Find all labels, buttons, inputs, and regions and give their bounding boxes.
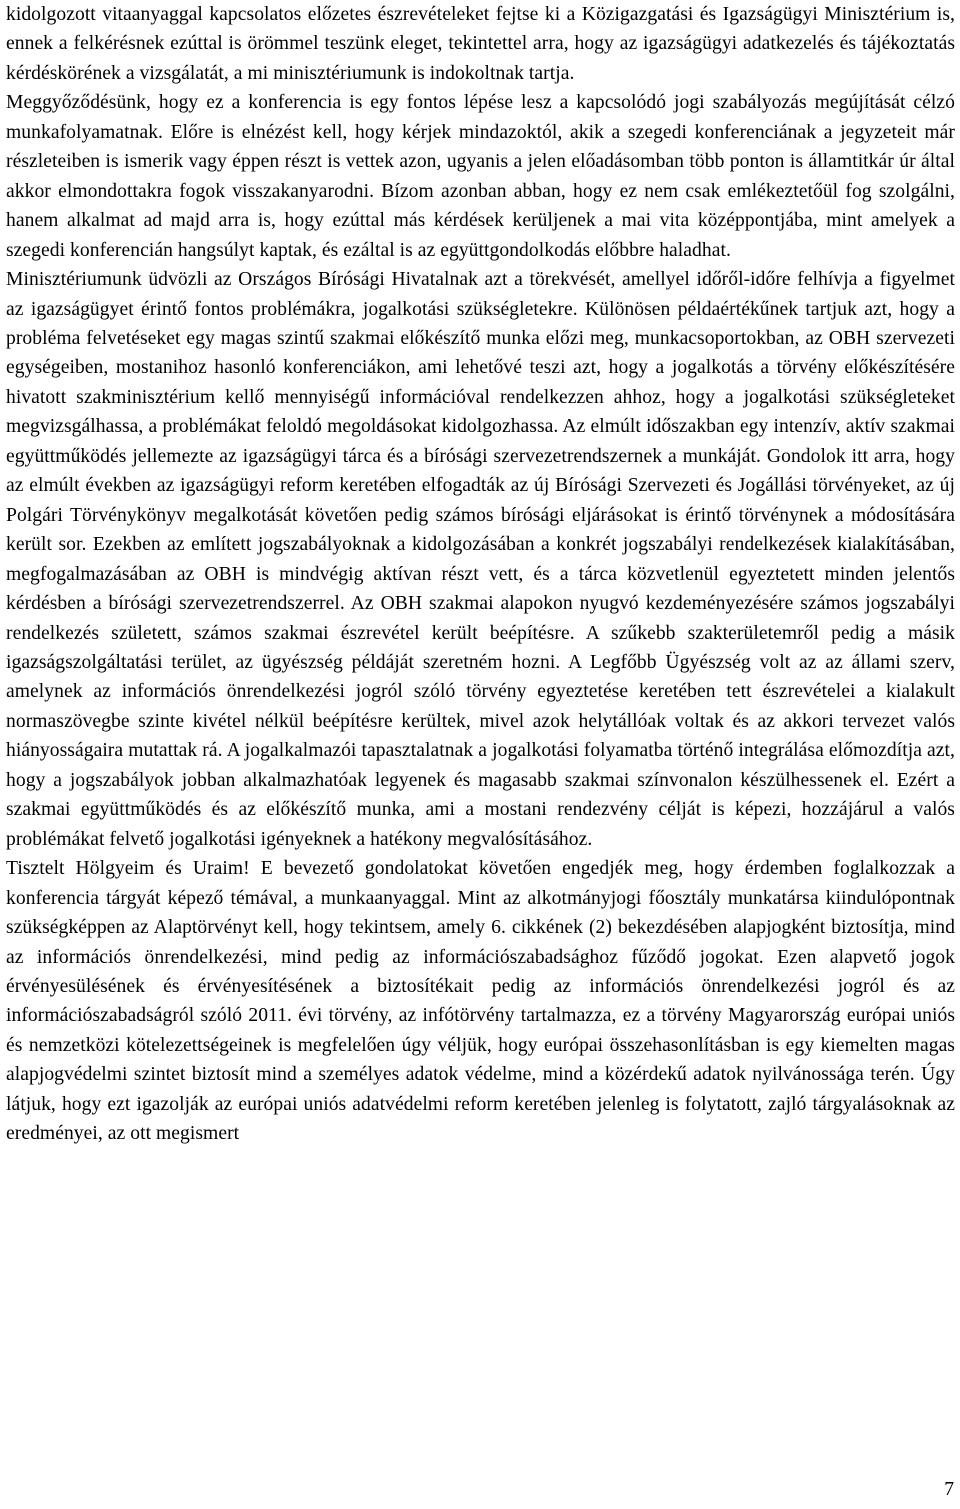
paragraph-2: Meggyőződésünk, hogy ez a konferencia is egy fontos lépése lesz a kapcsolódó jogi szabályozás megújítását célzó munkafolyamatnak. Előre is elnézést kell, hogy kérjek mindazoktól, akik a szegedi konferenciának a jegyzeteit már részleteiben is ismerik vagy éppen részt is vettek azon, ugyanis a jelen előadásomban több ponton is államtitkár úr által akkor elmondottakra fogok visszakanyarodni. Bízom azonban abban, hogy ez nem csak emlékeztetőül fog szolgálni, hanem alkalmat ad majd arra is, hogy ezúttal más kérdések kerüljenek a mai vita középpontjába, mint amelyek a szegedi konferencián hangsúlyt kaptak, és ezáltal is az együttgondolkodás előbbre haladhat. <box>6 92 955 261</box>
paragraph-4: Tisztelt Hölgyeim és Uraim! E bevezető gondolatokat követően engedjék meg, hogy érdemben foglalkozzak a konferencia tárgyát képező témával, a munkaanyaggal. Mint az alkotmányjogi főosztály munkatársa kiindulópontnak szükségképpen az Alaptörvényt kell, hogy tekintsem, amely 6. cikkének (2) bekezdésében alapjogként biztosítja, mind az információs önrendelkezési, mind pedig az információszabadsághoz fűződő jogokat. Ezen alapvető jogok érvényesülésének és érvényesítésének a biztosítékait pedig az információs önrendelkezési jogról és az információszabadságról szóló 2011. évi törvény, az infótörvény tartalmazza, ez a törvény Magyarország európai uniós és nemzetközi kötelezettségeinek is megfelelően úgy véljük, hogy európai összehasonlításban is egy kiemelten magas alapjogvédelmi szintet biztosít mind a személyes adatok védelme, mind a közérdekű adatok nyilvánossága terén. Úgy látjuk, hogy ezt igazolják az európai uniós adatvédelmi reform keretében jelenleg is folytatott, zajló tárgyalásoknak az eredményei, az ott megismert <box>6 858 955 1145</box>
paragraph-1: kidolgozott vitaanyaggal kapcsolatos előzetes észrevételeket fejtse ki a Közigazgatási és Igazságügyi Minisztérium is, ennek a felkérésnek ezúttal is örömmel teszünk eleget, tekintettel arra, hogy az igazságügyi adatkezelés és tájékoztatás kérdéskörének a vizsgálatát, a mi minisztériumunk is indokoltnak tartja. <box>6 4 955 84</box>
paragraph-3: Minisztériumunk üdvözli az Országos Bírósági Hivatalnak azt a törekvését, amellyel időről-időre felhívja a figyelmet az igazságügyet érintő fontos problémákra, jogalkotási szükségletekre. Különösen példaértékűnek tartjuk azt, hogy a probléma felvetéseket egy magas szintű szakmai előkészítő munka előzi meg, munkacsoportokban, az OBH szervezeti egységeiben, mostanihoz hasonló konferenciákon, ami lehetővé teszi azt, hogy a jogalkotás a törvény előkészítésére hivatott szakminisztérium kellő mennyiségű információval rendelkezzen ahhoz, hogy a jogalkotási szükségleteket megvizsgálhassa, a problémákat feloldó megoldásokat kidolgozhassa. Az elmúlt időszakban egy intenzív, aktív szakmai együttműködés jellemezte az igazságügyi tárca és a bírósági szervezetrendszernek a munkáját. Gondolok itt arra, hogy az elmúlt években az igazságügyi reform keretében elfogadták az új Bírósági Szervezeti és Jogállási törvényeket, az új Polgári Törvénykönyv megalkotását követően pedig számos bírósági eljárásokat is érintő törvénynek a módosítására került sor. Ezekben az említett jogszabályoknak a kidolgozásában a konkrét jogszabályi rendelkezések kialakításában, megfogalmazásában az OBH is mindvégig aktívan részt vett, és a tárca közvetlenül egyeztetett minden jelentős kérdésben a bírósági szervezetrendszerrel. Az OBH szakmai alapokon nyugvó kezdeményezésére számos jogszabályi rendelkezés született, számos szakmai észrevétel került beépítésre. A szűkebb szakterületemről pedig a másik igazságszolgáltatási terület, az ügyészség példáját szeretném hozni. A Legfőbb Ügyészség volt az az állami szerv, amelynek az információs önrendelkezési jogról szóló törvény egyeztetése keretében tett észrevételei a kialakult normaszövegbe szinte kivétel nélkül beépítésre kerültek, mivel azok helytállóak voltak és az akkori tervezet valós hiányosságaira mutattak rá. A jogalkalmazói tapasztalatnak a jogalkotási folyamatba történő integrálása előmozdítja azt, hogy a jogszabályok jobban alkalmazhatóak legyenek és magasabb szakmai színvonalon készülhessenek el. Ezért a szakmai együttműködés és az előkészítő munka, ami a mostani rendezvény célját is képezi, hozzájárul a valós problémákat felvető jogalkotási igényeknek a hatékony megvalósításához. <box>6 269 955 850</box>
page-number: 7 <box>944 1479 954 1500</box>
document-body <box>6 0 955 1149</box>
